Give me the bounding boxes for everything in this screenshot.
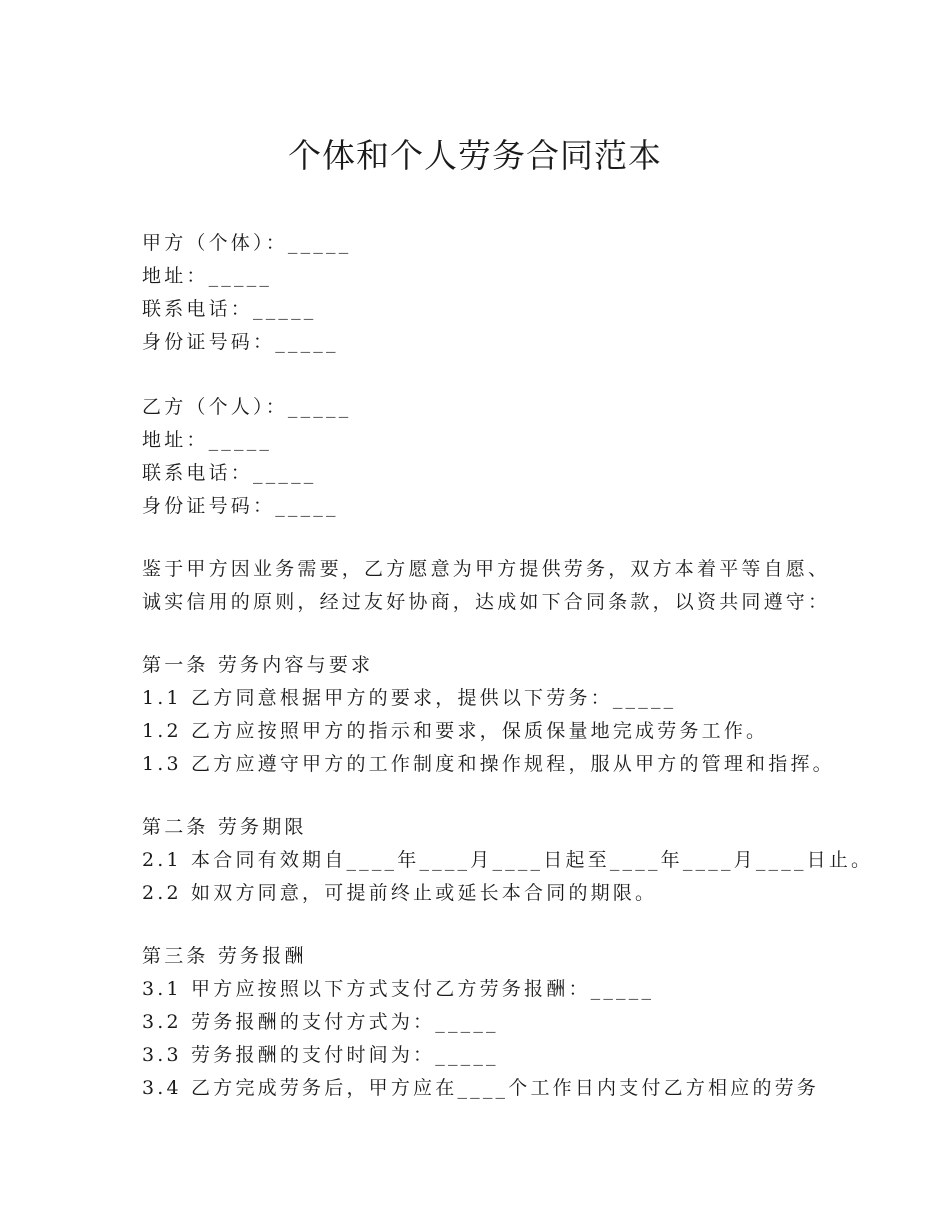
- article3-clause: 3.1 甲方应按照以下方式支付乙方劳务报酬：_____: [142, 978, 655, 1000]
- article3-clause: 3.2 劳务报酬的支付方式为：_____: [142, 1011, 499, 1033]
- party-b-id-number: 身份证号码：_____: [142, 495, 339, 517]
- preamble-line: 鉴于甲方因业务需要，乙方愿意为甲方提供劳务，双方本着平等自愿、: [142, 558, 831, 580]
- article1-clause: 1.1 乙方同意根据甲方的要求，提供以下劳务：_____: [142, 687, 677, 709]
- article1-clause: 1.2 乙方应按照甲方的指示和要求，保质保量地完成劳务工作。: [142, 720, 769, 742]
- article2-heading: 第二条 劳务期限: [142, 816, 307, 838]
- article1-heading: 第一条 劳务内容与要求: [142, 654, 374, 676]
- document-title: 个体和个人劳务合同范本: [288, 136, 662, 175]
- article3-clause: 3.4 乙方完成劳务后，甲方应在____个工作日内支付乙方相应的劳务: [142, 1077, 820, 1099]
- article2-clause: 2.1 本合同有效期自____年____月____日起至____年____月____日止。: [142, 849, 874, 871]
- party-a-phone: 联系电话：_____: [142, 298, 317, 320]
- article3-heading: 第三条 劳务报酬: [142, 945, 307, 967]
- party-b-address: 地址：_____: [142, 429, 273, 451]
- party-a-address: 地址：_____: [142, 265, 273, 287]
- party-b-phone: 联系电话：_____: [142, 462, 317, 484]
- party-a-heading: 甲方（个体）：_____: [142, 232, 352, 254]
- article3-clause: 3.3 劳务报酬的支付时间为：_____: [142, 1044, 499, 1066]
- preamble-line: 诚实信用的原则，经过友好协商，达成如下合同条款，以资共同遵守：: [142, 591, 831, 613]
- article2-clause: 2.2 如双方同意，可提前终止或延长本合同的期限。: [142, 882, 658, 904]
- party-b-heading: 乙方（个人）：_____: [142, 396, 352, 418]
- party-a-id-number: 身份证号码：_____: [142, 331, 339, 353]
- article1-clause: 1.3 乙方应遵守甲方的工作制度和操作规程，服从甲方的管理和指挥。: [142, 753, 835, 775]
